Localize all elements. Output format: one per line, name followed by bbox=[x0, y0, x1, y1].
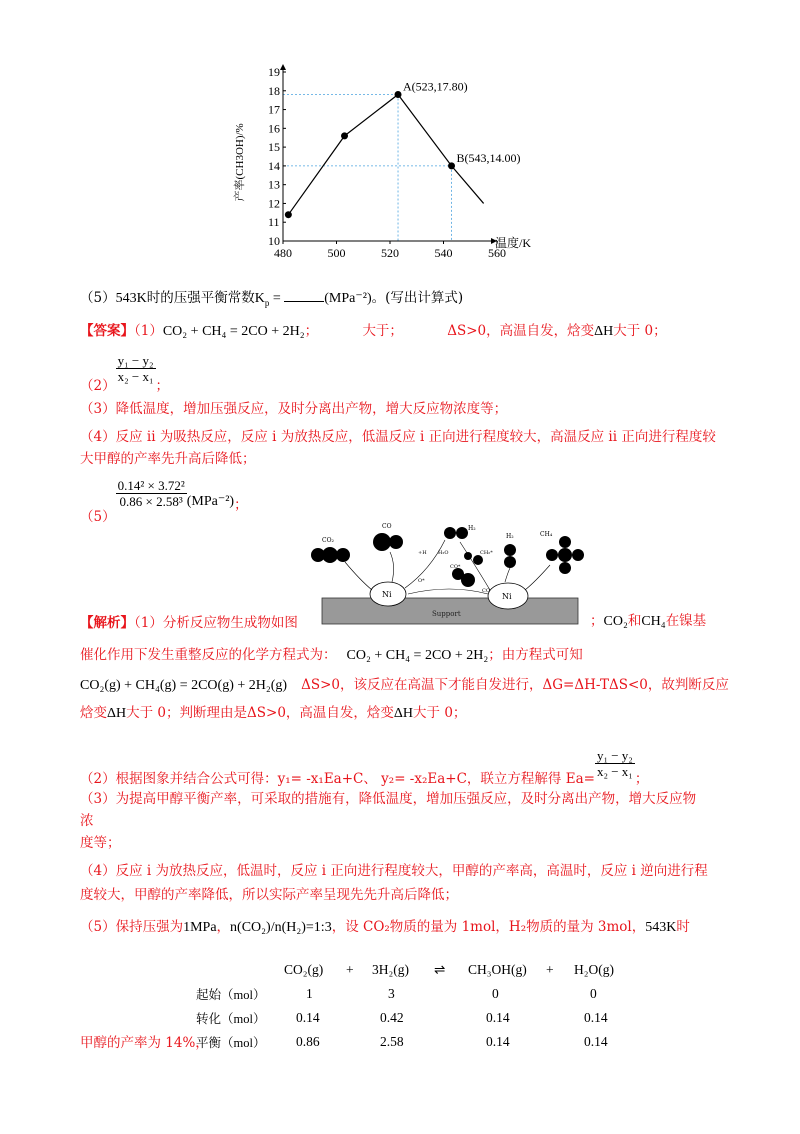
x-tick-label: 520 bbox=[381, 246, 399, 260]
analysis-line11: 甲醇的产率为 14%， bbox=[80, 1035, 209, 1051]
ni-right-label: Ni bbox=[502, 592, 512, 601]
analysis-line1: 【解析】（1）分析反应物生成物如图 bbox=[80, 615, 298, 631]
svg-text:CO: CO bbox=[382, 523, 392, 530]
answer-3: （3）降低温度，增加压强反应，及时分离出产物，增大反应物浓度等； bbox=[80, 401, 508, 417]
svg-text:H₂: H₂ bbox=[468, 525, 476, 532]
svg-text:H₂O: H₂O bbox=[438, 550, 449, 556]
q5-kp: $K_p$ = bbox=[254, 291, 285, 308]
analysis-line9: 度较大，甲醇的产率降低，所以实际产率呈现先先升高后降低； bbox=[80, 887, 458, 903]
analysis-line6b: 浓 bbox=[80, 813, 94, 829]
y-tick-label: 19 bbox=[268, 65, 280, 79]
y-tick-label: 13 bbox=[268, 177, 280, 192]
y-tick-label: 17 bbox=[268, 102, 280, 117]
analysis-line2: 催化作用下发生重整反应的化学方程式为： CO₂ + CH₄ = 2CO + 2H₂；由方程式可知 bbox=[80, 647, 583, 663]
y-tick-label: 11 bbox=[268, 215, 280, 230]
q5-unit: (MPa⁻²) bbox=[324, 291, 372, 306]
x-tick-label: 540 bbox=[434, 246, 453, 260]
y-tick-label: 16 bbox=[268, 121, 280, 136]
analysis-line4: 焓变ΔH大于 0；判断理由是ΔS>0，高温自发，焓变ΔH大于 0； bbox=[80, 705, 467, 721]
x-tick-label: 480 bbox=[274, 246, 292, 260]
analysis-line8: （4）反应 i 为放热反应，低温时，反应 i 正向进行程度较大，甲醇的产率高，高温时，反应 i 逆向进行程 bbox=[80, 863, 708, 879]
y-tick-label: 12 bbox=[268, 196, 280, 211]
q5-blank bbox=[284, 289, 324, 302]
h2-molecule-1 bbox=[444, 525, 476, 539]
analysis-line5: （2）根据图象并结合公式可得：y₁= -x₁Ea+C、 y₂= -x₂Ea+C，联立方程解得 Ea= $\frac{\text{y₁ − y₂}}{\text{x₂ − x₁}}$ ； bbox=[80, 748, 649, 787]
q5-prefix: （5） bbox=[80, 290, 116, 306]
answer-2-fraction: $\frac{\text{y₁ − y₂}}{\text{x₂ − x₁}}$ bbox=[117, 353, 154, 384]
answer-1: 【答案】（1）CO₂ + CH₄ = 2CO + 2H₂； 大于； ΔS>0，高温自发，焓变ΔH大于 0； bbox=[80, 323, 667, 339]
table-row: 起始（mol） 1 3 0 0 bbox=[196, 986, 597, 1002]
svg-text:+H: +H bbox=[418, 550, 427, 556]
analysis-line1-right: ；CO₂和CH₄在镍基 bbox=[590, 613, 707, 629]
analysis-label: 【解析】 bbox=[80, 615, 134, 631]
ch4-molecule bbox=[540, 531, 584, 574]
h2-molecule-2 bbox=[504, 533, 516, 568]
svg-text:CO₂: CO₂ bbox=[322, 537, 334, 544]
answer-label: 【答案】 bbox=[80, 323, 134, 339]
data-point bbox=[448, 162, 455, 169]
x-tick-label: 500 bbox=[327, 246, 346, 260]
svg-text:CO: CO bbox=[482, 588, 490, 594]
table-header: CO₂(g) + 3H₂(g) ⇌ CH₃OH(g) + H₂O(g) bbox=[284, 962, 614, 977]
svg-text:H₂: H₂ bbox=[506, 533, 514, 540]
analysis-line10: （5）保持压强为1MPa，n(CO₂)/n(H₂)=1:3，设 CO₂物质的量为 1mol，H₂物质的量为 3mol，543K时 bbox=[80, 919, 690, 935]
question-5 bbox=[80, 289, 463, 312]
point-annotation: B(543,14.00) bbox=[456, 150, 521, 165]
mechanism-diagram bbox=[300, 520, 590, 628]
y-tick-label: 14 bbox=[268, 158, 280, 173]
y-tick-label: 15 bbox=[268, 140, 280, 155]
answer-2: （2） $\frac{\text{y₁ − y₂}}{\text{x₂ − x₁}}$ ； bbox=[80, 353, 169, 394]
ni-left-label: Ni bbox=[382, 590, 392, 599]
methanol-yield-chart bbox=[225, 58, 532, 270]
equilibrium-table bbox=[196, 958, 634, 1054]
answer-4-line1: （4）反应 ii 为吸热反应，反应 i 为放热反应，低温反应 i 正向进行程度较大，高温反应 ii 正向进行程度较 bbox=[80, 429, 716, 445]
q5-suffix: 。(写出计算式) bbox=[371, 290, 464, 306]
table-row: 平衡（mol） 0.86 2.58 0.14 0.14 bbox=[196, 1034, 608, 1050]
data-point bbox=[395, 91, 402, 98]
answer-1-equation: CO₂ + CH₄ = 2CO + 2H₂ bbox=[162, 324, 305, 339]
analysis-line7: 度等； bbox=[80, 835, 121, 851]
data-point bbox=[285, 211, 292, 218]
y-tick-label: 10 bbox=[268, 234, 280, 248]
table-row: 转化（mol） 0.14 0.42 0.14 0.14 bbox=[196, 1010, 608, 1026]
y-axis-arrow bbox=[280, 64, 286, 70]
point-annotation: A(523,17.80) bbox=[403, 79, 468, 94]
q5-text: 时的压强平衡常数 bbox=[146, 290, 255, 306]
q5-temp: 543K bbox=[115, 291, 147, 306]
y-axis-label: 产率(CH3OH)/% bbox=[234, 123, 246, 202]
analysis-ea-fraction: $\frac{\text{y₁ − y₂}}{\text{x₂ − x₁}}$ bbox=[596, 748, 633, 779]
chart-points bbox=[285, 91, 455, 218]
analysis-line3: CO₂(g) + CH₄(g) = 2CO(g) + 2H₂(g) ΔS>0，该反应在高温下才能自发进行，ΔG=ΔH-TΔS<0，故判断反应 bbox=[80, 677, 729, 693]
x-tick-label: 560 bbox=[488, 246, 506, 260]
svg-text:O*: O* bbox=[418, 578, 425, 584]
answer-5: （5） $\frac{\text{0.14² × 3.72²}}{\text{0.86 × 2.58³}}$ (MPa⁻²)； bbox=[80, 478, 248, 525]
svg-text:CH₂*: CH₂* bbox=[480, 550, 493, 556]
co2-molecule bbox=[311, 537, 350, 563]
svg-text:CO*: CO* bbox=[450, 564, 461, 570]
x-axis-label: 温度/K bbox=[495, 236, 532, 250]
series-line bbox=[288, 95, 483, 215]
svg-text:CH₄: CH₄ bbox=[540, 531, 553, 538]
analysis-line6: （3）为提高甲醇平衡产率，可采取的措施有，降低温度，增加压强反应，及时分离出产物，增大反应物 bbox=[80, 791, 697, 807]
support-label: Support bbox=[432, 610, 461, 618]
answer-5-fraction: $\frac{\text{0.14² × 3.72²}}{\text{0.86 × 2.58³}}$ bbox=[117, 478, 185, 509]
chart-annotations bbox=[403, 80, 521, 165]
co-molecule bbox=[373, 523, 403, 551]
chart-guides bbox=[283, 95, 452, 241]
y-tick-label: 18 bbox=[268, 83, 280, 98]
data-point bbox=[341, 132, 348, 139]
answer-4-line2: 大甲醇的产率先升高后降低； bbox=[80, 451, 256, 467]
